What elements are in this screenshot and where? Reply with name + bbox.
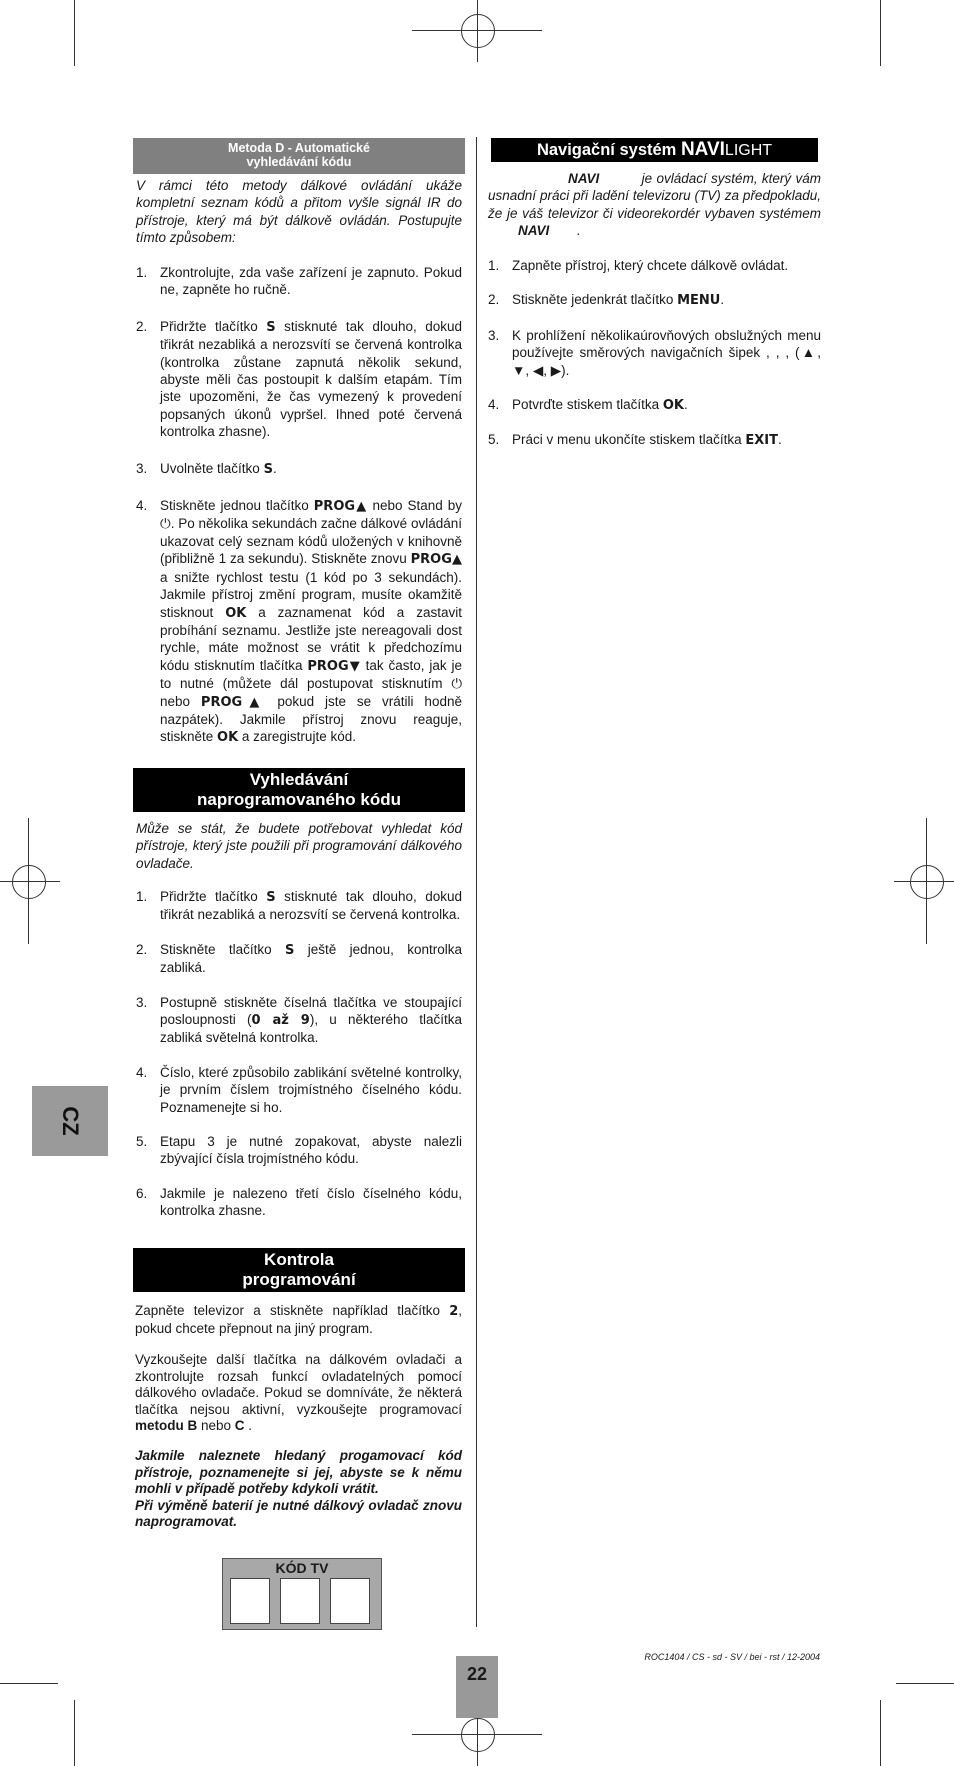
intro-text: . [573,223,581,239]
step-text: Uvolněte tlačítko [160,460,264,476]
method-b-label: metodu B [135,1418,198,1433]
step-text: . [683,397,688,413]
step-number: 6. [136,1185,148,1201]
key-label: PROG▲ [200,694,267,710]
list-item [136,1185,462,1220]
list-item [136,460,462,478]
list-item [488,327,821,379]
navilight-header [491,138,818,162]
key-label: S [285,942,295,958]
note-text: Jakmile naleznete hledaný progamovací kód přístroje, poznamenejte si jej, abyste se k němu mohli v případě potřeby kdykoli vrátit. [135,1448,462,1496]
intro-text: je ovládací systém, který vám usnadní práci při ladění televizoru (TV) za předpokladu, že je váš televizor či videorekordér vybaven systémem [488,171,821,221]
navilight-title-text: Navigační systém [536,141,681,159]
kod-tv-label: KÓD TV [275,1560,329,1576]
crop-mark [74,0,75,66]
list-item [136,264,462,299]
key-label: PROG▼ [307,658,361,674]
search-title-line1: Vyhledávání [249,770,349,789]
registration-mark-left [12,865,46,899]
code-digit-box [230,1578,270,1624]
list-item [136,497,462,747]
step-text: a snižte rychlost testu (1 kód po 3 sekundách). Jakmile přístroj změní program, musíte okamžitě stisknout [160,569,462,620]
method-c-label: C [234,1418,245,1433]
method-d-title-line2: vyhledávání kódu [246,155,352,169]
light-brand: LIGHT [724,142,773,159]
search-intro: Může se stát, že budete potřebovat vyhledat kód přístroje, který jste použili při programování dálkového ovladače. [136,821,462,871]
step-text: Potvrďte stiskem tlačítka [512,397,663,413]
step-text: Přidržte tlačítko [160,318,267,334]
key-label: S [266,319,276,335]
step-text: pokud jste se vrátili hodně nazpátek). Jakmile přístroj znovu reaguje, stiskněte [160,693,462,745]
step-text: stisknuté tak dlouho, dokud třikrát nezabliká a nerozsvítí se červená kontrolka. [160,889,463,923]
power-icon: ⏻ [160,516,171,532]
step-text: Zkontrolujte, zda vaše zařízení je zapnuto. Pokud ne, zapněte ho ručně. [160,265,462,298]
step-text: . [272,460,277,476]
method-d-title-line1: Metoda D - Automatické [228,141,370,155]
step-text: Přidržte tlačítko [160,889,267,904]
list-item [136,1133,462,1168]
key-label: PROG▲ [410,552,462,568]
code-digit-box [330,1578,370,1624]
step-number: 1. [488,258,500,273]
list-item [136,318,462,441]
key-label: EXIT [745,433,778,449]
navi-brand-inline: NAVI [518,223,550,239]
check-paragraph-2 [135,1352,462,1435]
step-text: tak často, jak je to nutné (můžete dál postupovat stisknutím [160,657,462,692]
list-item [488,291,821,309]
document-code: ROC1404 / CS - sd - SV / bei - rst / 12-2004 [644,1652,820,1662]
step-text: Stiskněte jednou tlačítko [160,498,314,514]
paragraph-text: nebo [197,1418,235,1433]
navi-brand: NAVI [680,139,725,160]
step-number: 2. [136,941,148,957]
step-text: Zapněte přístroj, který chcete dálkově ovládat. [512,258,789,273]
navilight-steps [488,257,821,467]
check-programming-header [133,1248,465,1292]
step-number: 4. [488,397,500,413]
step-number: 5. [488,432,500,448]
step-number: 4. [136,1064,148,1080]
note-text: Při výměně baterií je nutné dálkový ovladač znovu naprogramovat. [135,1497,462,1529]
check-paragraph-1 [135,1302,462,1338]
key-label: PROG▲ [313,499,368,515]
step-text: . [720,292,725,308]
power-icon: ⏻ [451,676,462,692]
registration-mark-bottom [461,1718,495,1752]
key-label: S [263,461,273,477]
search-title-line2: naprogramovaného kódu [196,790,402,809]
check-note [135,1448,462,1531]
search-code-header [133,768,465,812]
step-text: K prohlížení několikaúrovňových obslužných menu používejte směrových navigačních šipek , , , (▲, ▼, ◀, ▶). [512,327,821,378]
step-text: Postupně stiskněte číselná tlačítka ve stoupající posloupnosti ( [160,994,462,1028]
step-number: 3. [136,994,148,1010]
step-text: Stiskněte jedenkrát tlačítko [512,292,678,308]
step-text: . [777,432,782,448]
step-number: 1. [136,889,148,904]
list-item [136,941,462,977]
key-label: OK [662,398,684,414]
step-number: 5. [136,1134,148,1150]
step-text: nebo Stand by [367,498,463,514]
list-item [136,1064,462,1116]
page-number: 22 [456,1656,498,1718]
language-tab-label: CZ [58,1106,83,1136]
list-item [488,431,821,449]
registration-line [894,881,954,882]
column-divider [476,137,477,1627]
paragraph-text: Zapněte televizor a stiskněte například tlačítko [135,1303,450,1318]
key-label: 2 [449,1304,459,1319]
method-d-steps [136,264,462,764]
crop-mark [880,1700,881,1766]
step-text: Stiskněte tlačítko [160,941,285,957]
step-text: ), u některého tlačítka zabliká světelná kontrolka. [160,1012,462,1046]
code-digit-box [280,1578,320,1624]
step-number: 2. [488,292,500,308]
check-title-line2: programování [242,1270,356,1289]
step-text: Etapu 3 je nutné zopakovat, abyste nalezli zbývající čísla trojmístného kódu. [160,1134,462,1167]
registration-mark-top [461,14,495,48]
key-label: OK [225,605,247,621]
paragraph-text: , pokud chcete přepnout na jiný program. [135,1303,462,1337]
list-item [488,257,821,274]
list-item [136,994,462,1047]
registration-line [926,818,927,944]
registration-line [477,0,478,62]
paragraph-text: Vyzkoušejte další tlačítka na dálkovém ovladači a zkontrolujte rozsah funkcí ovladatelných pomocí dálkového ovladače. Pokud se domníváte, že některá tlačítka nejsou aktivní, vyzkoušejte programovací [135,1352,462,1417]
navilight-intro [488,170,821,240]
step-number: 1. [136,265,148,280]
registration-mark-right [910,865,944,899]
key-label: OK [217,730,239,746]
method-d-intro: V rámci této metody dálkové ovládání ukáže kompletní seznam kódů a přitom vyšle signál IR do přístroje, který má být dálkově ovládán. Postupujte tímto způsobem: [136,178,462,246]
step-text: . Po několika sekundách začne dálkové ovládání ukazovat celý seznam kódů uložených v knihovně (přibližně 1 za sekundu). Stiskněte znovu [160,516,462,567]
step-text: ještě jednou, kontrolka zabliká. [160,941,462,976]
method-d-header [133,138,465,174]
key-label: S [266,890,276,905]
list-item [136,888,462,924]
crop-mark [74,1700,75,1766]
step-text: a zaregistrujte kód. [238,729,356,745]
key-label: MENU [677,293,721,309]
step-text: Práci v menu ukončíte stiskem tlačítka [512,432,746,448]
list-item [488,396,821,414]
search-steps [136,888,462,1237]
registration-line [0,881,60,882]
kod-tv-box [222,1558,382,1630]
paragraph-text: . [244,1418,253,1433]
check-title-line1: Kontrola [264,1250,334,1269]
step-text: Číslo, které způsobilo zablikání světelné kontrolky, je prvním číslem trojmístného číselného kódu. Poznamenejte si ho. [160,1064,462,1115]
step-text: a zaznamenat kód a zastavit probíhání seznamu. Jestliže jste nereagovali dost rychle, máte možnost se vrátit k předchozímu kódu stisknutím tlačítka [160,604,462,673]
step-number: 2. [136,318,148,334]
language-tab [32,1086,108,1156]
step-text: stisknuté tak dlouho, dokud třikrát nezabliká a nerozsvítí se červená kontrolka (kontrolka zůstane zapnutá několik sekund, abyste měli čas postoupit k dalším etapám. Tím jste upozoměni, že čas vymezený k provedení popsaných úkonů vypršel. Ihned poté červená kontrolka zhasne). [160,318,463,440]
step-text: nebo [160,693,201,709]
crop-mark [0,1683,58,1684]
crop-mark [880,0,881,66]
step-number: 3. [136,460,148,476]
crop-mark [896,1683,954,1684]
navi-brand-inline: NAVI [568,171,600,186]
key-label: 0 až 9 [251,1013,310,1029]
registration-line [28,818,29,944]
step-number: 4. [136,498,148,514]
step-number: 3. [488,327,500,343]
step-text: Jakmile je nalezeno třetí číslo číselného kódu, kontrolka zhasne. [160,1185,462,1219]
